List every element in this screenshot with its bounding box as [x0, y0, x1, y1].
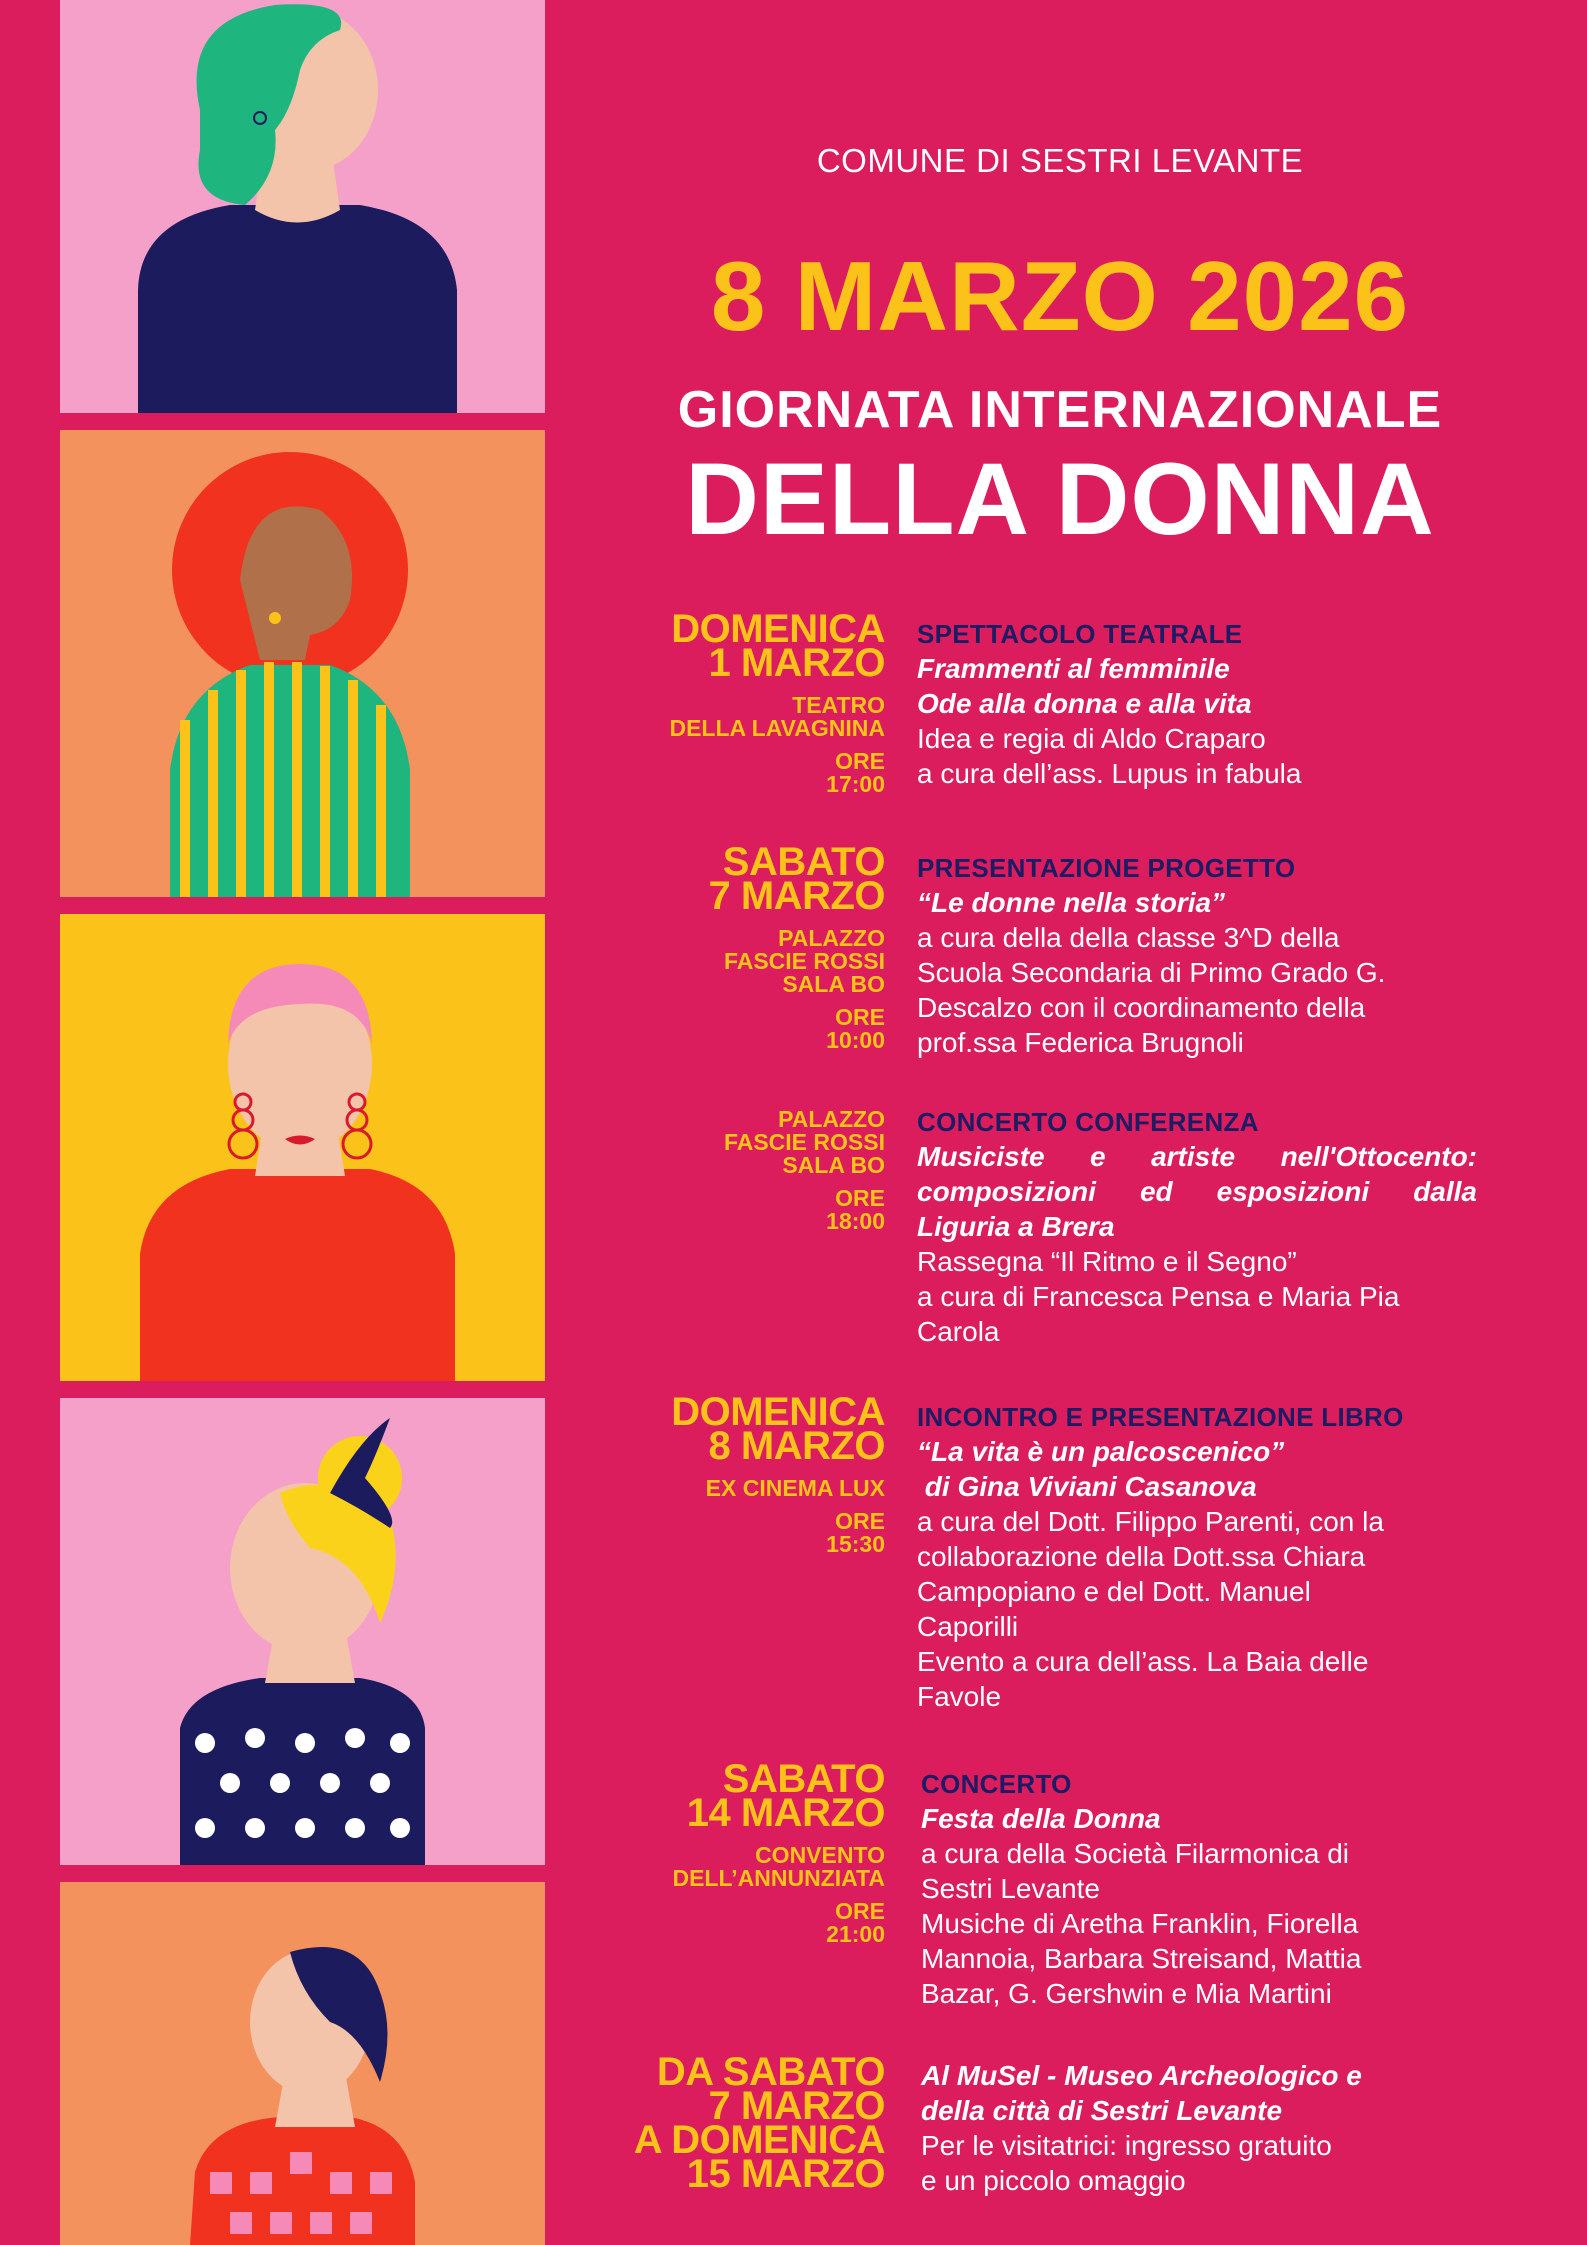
- event-when-where: [669, 607, 885, 797]
- event-title: Festa della Donna: [921, 1803, 1161, 1834]
- illustration-woman-dark-hair: [60, 1882, 545, 2245]
- event-venue: FASCIE ROSSI: [723, 948, 885, 974]
- event-day: SABATO: [722, 1757, 885, 1801]
- event-description: [917, 851, 1477, 1060]
- event-day: 7 MARZO: [708, 2084, 885, 2128]
- event-description: [921, 2058, 1481, 2198]
- event-time-label: ORE: [835, 1185, 885, 1211]
- event-when-where: [724, 1108, 885, 1233]
- event-time: 17:00: [826, 771, 885, 797]
- event-venue: EX CINEMA LUX: [705, 1475, 885, 1501]
- event-when-where: [708, 840, 886, 1053]
- event-venue: SALA BO: [782, 1152, 885, 1178]
- event-time: 18:00: [826, 1208, 885, 1234]
- event-title: di Gina Viviani Casanova: [917, 1471, 1257, 1502]
- event-venue: DELLA LAVAGNINA: [669, 715, 885, 741]
- event-time-label: ORE: [835, 748, 885, 774]
- event-detail: Rassegna “Il Ritmo e il Segno”: [917, 1246, 1297, 1277]
- illustration-woman-pink-hair: [60, 914, 545, 1381]
- event-category: INCONTRO E PRESENTAZIONE LIBRO: [917, 1402, 1404, 1432]
- event-description: [917, 1105, 1477, 1349]
- event-detail: a cura della Società Filarmonica di: [921, 1838, 1349, 1869]
- event-day: SABATO: [722, 840, 885, 884]
- event-description: [917, 1400, 1477, 1714]
- event-detail: Idea e regia di Aldo Craparo: [917, 723, 1266, 754]
- event-day: 14 MARZO: [686, 1791, 885, 1835]
- event-venue: CONVENTO: [755, 1842, 885, 1868]
- event-detail: Descalzo con il coordinamento della: [917, 992, 1366, 1023]
- event-detail: Sestri Levante: [921, 1873, 1100, 1904]
- illustration-woman-blonde-hair: [60, 1398, 545, 1865]
- event-category: CONCERTO CONFERENZA: [917, 1107, 1259, 1137]
- event-title: Musiciste e artiste nell'Ottocento:: [917, 1141, 1477, 1172]
- event-title: della città di Sestri Levante: [921, 2095, 1283, 2126]
- event-when-where: [671, 1390, 885, 1557]
- event-time: 21:00: [826, 1921, 885, 1947]
- event-time-label: ORE: [835, 1898, 885, 1924]
- event-category: CONCERTO: [921, 1769, 1072, 1799]
- event-title: Al MuSel - Museo Archeologico e: [921, 2060, 1362, 2091]
- event-description: [921, 1767, 1481, 2011]
- event-description: [917, 617, 1477, 791]
- illustration-woman-red-hair: [60, 430, 545, 897]
- main-title-line1: GIORNATA INTERNAZIONALE: [677, 381, 1443, 439]
- event-day: 1 MARZO: [708, 641, 885, 685]
- event-detail: Scuola Secondaria di Primo Grado G.: [917, 957, 1386, 988]
- event-venue: SALA BO: [782, 971, 885, 997]
- event-title: “La vita è un palcoscenico”: [917, 1436, 1285, 1467]
- event-time-label: ORE: [835, 1508, 885, 1534]
- event-category: SPETTACOLO TEATRALE: [917, 619, 1243, 649]
- municipality-label: COMUNE DI SESTRI LEVANTE: [816, 142, 1304, 179]
- event-venue: FASCIE ROSSI: [723, 1129, 885, 1155]
- event-detail: a cura del Dott. Filippo Parenti, con la: [917, 1506, 1384, 1537]
- event-time: 10:00: [826, 1027, 885, 1053]
- event-detail: collaborazione della Dott.ssa Chiara: [917, 1541, 1366, 1572]
- event-detail: prof.ssa Federica Brugnoli: [917, 1027, 1244, 1058]
- event-detail: Campopiano e del Dott. Manuel: [917, 1576, 1311, 1607]
- event-title: Frammenti al femminile: [917, 653, 1230, 684]
- event-day: DOMENICA: [671, 607, 885, 651]
- event-detail: Favole: [917, 1681, 1002, 1712]
- event-title: composizioni ed esposizioni dalla: [917, 1176, 1477, 1207]
- event-day: 7 MARZO: [708, 874, 885, 918]
- event-title: Liguria a Brera: [917, 1211, 1115, 1242]
- event-day: DOMENICA: [671, 1390, 885, 1434]
- event-detail: Evento a cura dell’ass. La Baia delle: [917, 1646, 1369, 1677]
- event-time-label: ORE: [835, 1004, 885, 1030]
- event-date-title: 8 MARZO 2026: [710, 241, 1410, 351]
- event-time: 15:30: [826, 1531, 885, 1557]
- event-detail: Carola: [917, 1316, 1000, 1347]
- event-when-where: [633, 2050, 885, 2196]
- event-category: PRESENTAZIONE PROGETTO: [917, 853, 1296, 883]
- event-day: 15 MARZO: [686, 2152, 885, 2196]
- event-day: DA SABATO: [656, 2050, 885, 2094]
- event-day: 8 MARZO: [708, 1424, 885, 1468]
- event-detail: Musiche di Aretha Franklin, Fiorella: [921, 1908, 1359, 1939]
- event-detail: Caporilli: [917, 1611, 1019, 1642]
- event-title: Ode alla donna e alla vita: [917, 688, 1252, 719]
- main-title-line2: DELLA DONNA: [685, 442, 1435, 556]
- event-venue: TEATRO: [792, 692, 885, 718]
- event-detail: Mannoia, Barbara Streisand, Mattia: [921, 1943, 1362, 1974]
- event-title: “Le donne nella storia”: [917, 887, 1226, 918]
- event-detail: a cura dell’ass. Lupus in fabula: [917, 758, 1302, 789]
- event-venue: PALAZZO: [778, 925, 885, 951]
- illustration-woman-green-hair: [60, 0, 545, 413]
- event-detail: a cura di Francesca Pensa e Maria Pia: [917, 1281, 1400, 1312]
- event-day: A DOMENICA: [633, 2118, 885, 2162]
- event-detail: Bazar, G. Gershwin e Mia Martini: [921, 1978, 1332, 2009]
- event-venue: DELL’ANNUNZIATA: [672, 1865, 885, 1891]
- event-venue: PALAZZO: [778, 1106, 885, 1132]
- event-when-where: [672, 1757, 885, 1947]
- event-detail: Per le visitatrici: ingresso gratuito: [921, 2130, 1332, 2161]
- event-detail: a cura della della classe 3^D della: [917, 922, 1340, 953]
- event-detail: e un piccolo omaggio: [921, 2165, 1186, 2196]
